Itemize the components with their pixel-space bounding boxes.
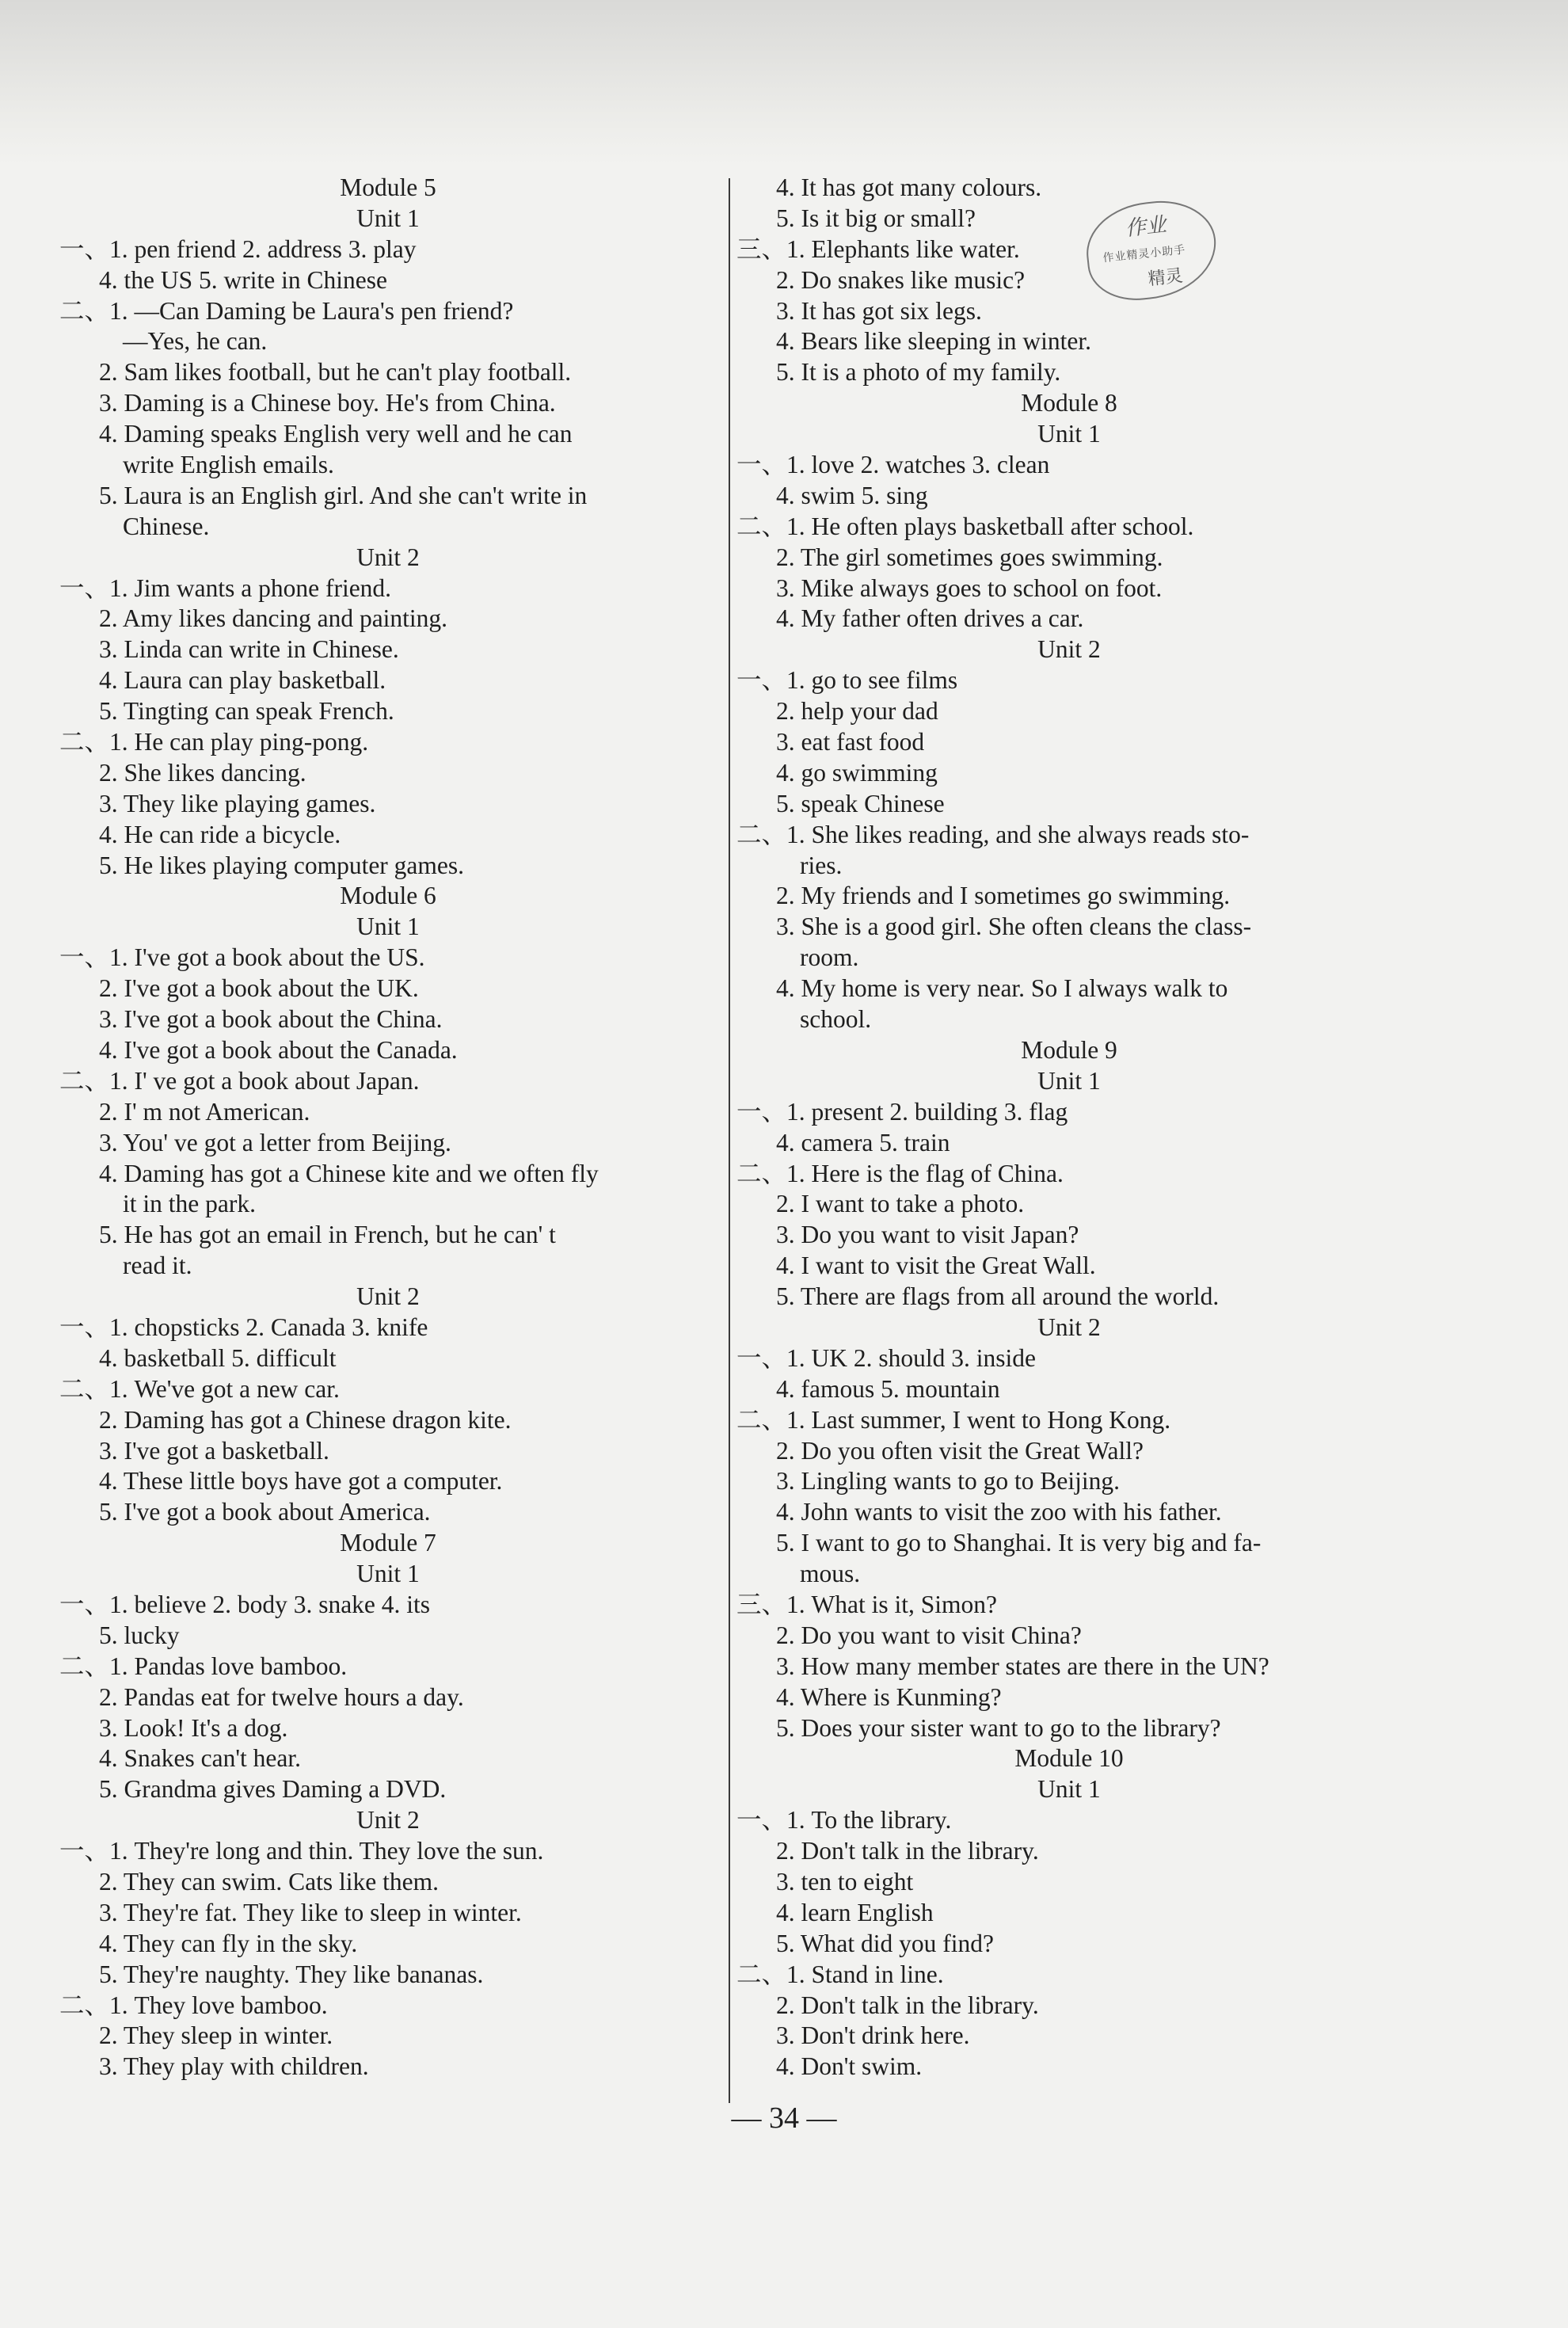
section-heading: Unit 1: [1037, 1066, 1101, 1095]
answer-line: Chinese.: [123, 512, 210, 540]
answer-line: 4. Laura can play basketball.: [99, 666, 386, 695]
answer-line: 4. Don't swim.: [776, 2052, 923, 2081]
section-heading: Unit 1: [1037, 1775, 1101, 1804]
answer-line: 2. The girl sometimes goes swimming.: [776, 543, 1163, 571]
answer-line: 2. Do you want to visit China?: [776, 1621, 1082, 1649]
answer-line: 4. John wants to visit the zoo with his father.: [776, 1498, 1222, 1526]
section-heading: Unit 2: [356, 1806, 420, 1835]
section-heading: Unit 1: [356, 913, 420, 941]
answer-line: 一、1. love 2. watches 3. clean: [736, 451, 1050, 479]
section-heading: Unit 1: [1037, 420, 1101, 448]
section-heading: Unit 2: [356, 543, 420, 571]
section-heading: Module 7: [340, 1529, 436, 1557]
answer-line: room.: [800, 943, 859, 972]
answer-line: 5. What did you find?: [776, 1929, 994, 1957]
answer-line: 3. eat fast food: [776, 728, 925, 756]
answer-line: 2. Don't talk in the library.: [776, 1837, 1039, 1865]
answer-line: 5. There are flags from all around the world.: [776, 1282, 1220, 1311]
answer-line: 2. Amy likes dancing and painting.: [99, 604, 448, 633]
answer-line: 3. Do you want to visit Japan?: [776, 1221, 1079, 1249]
answer-line: 一、1. chopsticks 2. Canada 3. knife: [59, 1313, 428, 1341]
answer-line: 3. Lingling wants to go to Beijing.: [776, 1467, 1120, 1495]
answer-line: 3. Don't drink here.: [776, 2021, 970, 2050]
answer-line: 5. Laura is an English girl. And she can't write in: [99, 481, 588, 509]
answer-line: 4. Snakes can't hear.: [99, 1744, 301, 1773]
answer-line: 三、1. What is it, Simon?: [736, 1590, 997, 1618]
answer-line: 4. Daming has got a Chinese kite and we often fly: [99, 1159, 599, 1187]
answer-line: 3. Linda can write in Chinese.: [99, 635, 399, 664]
answer-line: school.: [800, 1005, 872, 1034]
answer-line: 二、1. We've got a new car.: [59, 1374, 340, 1403]
answer-line: 二、1. Stand in line.: [736, 1960, 944, 1988]
answer-line: 2. I've got a book about the UK.: [99, 974, 419, 1003]
answer-line: 5. I want to go to Shanghai. It is very big and fa-: [776, 1529, 1262, 1557]
answer-line: 4. I want to visit the Great Wall.: [776, 1252, 1096, 1280]
answer-line: read it.: [123, 1252, 192, 1280]
answer-line: 2. Pandas eat for twelve hours a day.: [99, 1682, 464, 1711]
answer-line: 5. Does your sister want to go to the library?: [776, 1713, 1221, 1742]
column-divider: [729, 178, 730, 2103]
answer-line: it in the park.: [123, 1190, 256, 1218]
answer-line: 4. They can fly in the sky.: [99, 1929, 358, 1957]
answer-line: 3. Mike always goes to school on foot.: [776, 573, 1163, 602]
answer-line: 5. They're naughty. They like bananas.: [99, 1960, 484, 1988]
answer-line: 3. Daming is a Chinese boy. He's from China.: [99, 389, 556, 417]
answer-line: 5. He has got an email in French, but he can' t: [99, 1221, 556, 1249]
answer-line: write English emails.: [123, 451, 334, 479]
answer-line: 二、1. He often plays basketball after school.: [736, 512, 1194, 540]
answer-line: 4. He can ride a bicycle.: [99, 820, 341, 848]
scan-shadow-band: [0, 0, 1568, 166]
answer-line: 3. ten to eight: [776, 1867, 914, 1896]
answer-line: 一、1. go to see films: [736, 666, 958, 695]
answer-line: 3. They're fat. They like to sleep in winter.: [99, 1898, 522, 1926]
answer-line: 4. swim 5. sing: [776, 481, 928, 509]
answer-line: 4. Bears like sleeping in winter.: [776, 327, 1092, 356]
answer-line: 5. Tingting can speak French.: [99, 697, 394, 726]
answer-line: 4. basketball 5. difficult: [99, 1343, 337, 1372]
answer-line: 4. the US 5. write in Chinese: [99, 265, 387, 294]
section-heading: Module 6: [340, 882, 436, 910]
answer-line: 二、1. She likes reading, and she always reads sto-: [736, 820, 1250, 848]
section-heading: Module 8: [1021, 389, 1117, 417]
section-heading: Module 5: [340, 173, 436, 201]
answer-line: 一、1. I've got a book about the US.: [59, 943, 425, 972]
answer-line: 5. I've got a book about America.: [99, 1498, 431, 1526]
page-number: — 34 —: [731, 2101, 837, 2135]
answer-line: 2. I' m not American.: [99, 1097, 310, 1126]
answer-line: 二、1. He can play ping-pong.: [59, 728, 369, 756]
answer-column-right: [736, 173, 1402, 2082]
answer-line: 3. I've got a basketball.: [99, 1436, 329, 1465]
answer-line: 3. How many member states are there in the UN?: [776, 1652, 1269, 1680]
answer-line: 3. I've got a book about the China.: [99, 1005, 443, 1034]
answer-line: 4. My father often drives a car.: [776, 604, 1084, 633]
answer-column-left: [59, 173, 717, 2082]
answer-line: 一、1. believe 2. body 3. snake 4. its: [59, 1590, 431, 1618]
answer-line: 4. Daming speaks English very well and he can: [99, 420, 573, 448]
answer-line: 2. Daming has got a Chinese dragon kite.: [99, 1405, 512, 1434]
answer-line: 一、1. pen friend 2. address 3. play: [59, 234, 417, 263]
section-heading: Unit 1: [356, 204, 420, 232]
section-heading: Module 10: [1014, 1744, 1124, 1773]
answer-line: 4. famous 5. mountain: [776, 1374, 1000, 1403]
answer-line: 5. speak Chinese: [776, 789, 945, 817]
answer-line: 3. Look! It's a dog.: [99, 1713, 288, 1742]
answer-line: 一、1. present 2. building 3. flag: [736, 1097, 1068, 1126]
answer-line: mous.: [800, 1560, 861, 1588]
answer-line: 三、1. Elephants like water.: [736, 234, 1020, 263]
answer-line: 二、1. —Can Daming be Laura's pen friend?: [59, 296, 514, 325]
answer-line: 4. go swimming: [776, 758, 938, 787]
answer-line: 5. lucky: [99, 1621, 180, 1649]
answer-line: 2. She likes dancing.: [99, 758, 306, 787]
answer-line: 5. Is it big or small?: [776, 204, 976, 232]
answer-line: 4. learn English: [776, 1898, 934, 1926]
answer-line: 2. They sleep in winter.: [99, 2021, 333, 2050]
answer-line: 2. I want to take a photo.: [776, 1190, 1025, 1218]
answer-line: 2. help your dad: [776, 697, 938, 726]
answer-line: 3. It has got six legs.: [776, 296, 982, 325]
section-heading: Module 9: [1021, 1035, 1117, 1064]
answer-line: 2. Don't talk in the library.: [776, 1991, 1039, 2019]
answer-line: 二、1. They love bamboo.: [59, 1991, 328, 2019]
answer-line: 一、1. They're long and thin. They love the sun.: [59, 1837, 544, 1865]
answer-line: 3. You' ve got a letter from Beijing.: [99, 1128, 451, 1156]
section-heading: Unit 1: [356, 1560, 420, 1588]
stamp-text-bottom: 精灵: [1147, 265, 1184, 289]
answer-line: 2. They can swim. Cats like them.: [99, 1867, 439, 1896]
answer-line: 3. She is a good girl. She often cleans the class-: [776, 913, 1252, 941]
answer-line: 二、1. Last summer, I went to Hong Kong.: [736, 1405, 1171, 1434]
answer-line: 4. It has got many colours.: [776, 173, 1042, 201]
answer-line: —Yes, he can.: [123, 327, 268, 356]
answer-line: 3. They play with children.: [99, 2052, 369, 2081]
answer-line: 2. Sam likes football, but he can't play football.: [99, 358, 572, 387]
answer-line: 4. These little boys have got a computer.: [99, 1467, 503, 1495]
answer-line: 4. camera 5. train: [776, 1128, 950, 1156]
section-heading: Unit 2: [356, 1282, 420, 1311]
answer-line: 5. It is a photo of my family.: [776, 358, 1061, 387]
answer-line: 4. My home is very near. So I always walk to: [776, 974, 1228, 1003]
answer-line: 二、1. Pandas love bamboo.: [59, 1652, 348, 1680]
answer-line: 5. He likes playing computer games.: [99, 851, 465, 879]
answer-line: 二、1. I' ve got a book about Japan.: [59, 1066, 420, 1095]
stamp-text-middle: 作业精灵小助手: [1102, 244, 1187, 265]
answer-line: ries.: [800, 851, 843, 879]
section-heading: Unit 2: [1037, 635, 1101, 664]
answer-line: 4. I've got a book about the Canada.: [99, 1035, 458, 1064]
answer-line: 5. Grandma gives Daming a DVD.: [99, 1775, 447, 1804]
answer-line: 一、1. Jim wants a phone friend.: [59, 573, 392, 602]
answer-line: 二、1. Here is the flag of China.: [736, 1159, 1064, 1187]
stamp-text-top: 作业: [1124, 212, 1168, 241]
answer-line: 2. Do you often visit the Great Wall?: [776, 1436, 1144, 1465]
answer-line: 一、1. UK 2. should 3. inside: [736, 1343, 1037, 1372]
answer-line: 4. Where is Kunming?: [776, 1682, 1002, 1711]
answer-line: 3. They like playing games.: [99, 789, 376, 817]
answer-line: 2. My friends and I sometimes go swimming.: [776, 882, 1231, 910]
section-heading: Unit 2: [1037, 1313, 1101, 1341]
answer-line: 2. Do snakes like music?: [776, 265, 1026, 294]
answer-line: 一、1. To the library.: [736, 1806, 952, 1835]
